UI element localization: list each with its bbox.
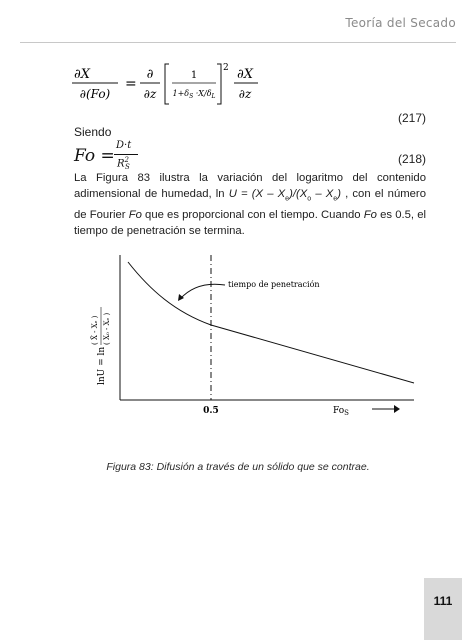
svg-text:1+δS ·X/δL: $1+\delta_S \cdot X/\delta_L$ <box>172 89 216 100</box>
svg-text:2: 2 <box>223 63 229 73</box>
svg-text:( X₀ - Xₑ ): ( X₀ - Xₑ ) <box>103 312 111 345</box>
fo-lhs: Fo = <box>74 146 115 166</box>
x-axis-arrow-head <box>394 405 400 413</box>
equation-217-rhs <box>230 58 270 110</box>
x-axis-label: $Fo_S$ <box>333 406 349 417</box>
equation-217 <box>70 58 230 110</box>
svg-text:∂X: ∂X <box>237 67 253 82</box>
svg-text:∂(Fo): ∂(Fo) <box>79 87 111 101</box>
fo-denominator: $R^2_S$ <box>117 156 130 172</box>
equation-number-218: (218) <box>397 152 426 166</box>
arrow-head <box>178 294 184 301</box>
header-rule <box>20 42 456 43</box>
siendo-label: Siendo <box>74 125 112 139</box>
figure-83-bottom <box>80 400 420 440</box>
svg-text:∂X: ∂X <box>74 67 90 82</box>
svg-text:( X̄ - Xₑ ): ( X̄ - Xₑ ) <box>91 315 99 345</box>
fo-numerator: D·t <box>116 140 132 151</box>
body-paragraph: La Figura 83 ilustra la variación del logaritmo del contenido adimensional de humedad, $\ln U = (X - X_e)/(X_o - X_e)$ , con el número de Fourier Fo que es proporcional con el tiempo. Cuando Fo es 0.5, el tiempo de penetración se termina. <box>74 172 427 238</box>
x-tick-0.5: 0.5 <box>203 406 219 416</box>
svg-text:lnU = ln: lnU = ln <box>97 346 107 385</box>
svg-text:∂: ∂ <box>146 67 154 82</box>
svg-text:∂z: ∂z <box>238 87 252 101</box>
annotation-label: tiempo de penetración <box>228 280 320 289</box>
page-number: 111 <box>433 594 453 608</box>
y-axis-label <box>90 307 111 385</box>
equation-number-217: (217) <box>397 111 426 125</box>
figure-caption: Figura 83: Difusión a través de un sólido que se contrae. <box>106 461 370 473</box>
page-number-tab <box>424 578 462 640</box>
svg-text:=: = <box>125 76 137 92</box>
annotation-arrow <box>180 284 225 299</box>
figure-83 <box>80 250 420 425</box>
svg-text:∂z: ∂z <box>143 87 157 101</box>
svg-text:1: 1 <box>190 70 198 81</box>
fraction-bar <box>114 154 138 155</box>
page-header-title: Teoría del Secado <box>345 16 456 30</box>
